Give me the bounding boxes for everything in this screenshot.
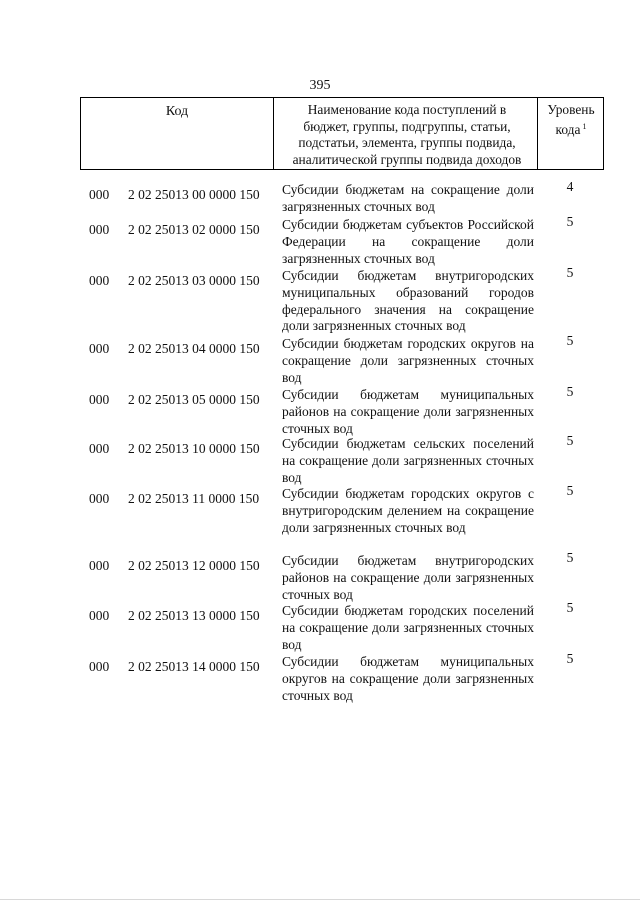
revenue-code: 2 02 25013 02 0000 150 — [128, 222, 260, 237]
table-header — [80, 97, 604, 170]
page-number: 395 — [309, 78, 331, 93]
admin-code: 000 — [89, 341, 110, 356]
admin-code: 000 — [89, 187, 110, 202]
revenue-code: 2 02 25013 05 0000 150 — [128, 392, 260, 407]
header-level-word: кода — [555, 121, 581, 137]
admin-code: 000 — [89, 558, 110, 573]
admin-code: 000 — [89, 491, 110, 506]
footnote-marker: 1 — [582, 121, 587, 131]
header-name — [277, 102, 537, 168]
header-name-line: бюджет, группы, подгруппы, статьи, — [303, 118, 511, 134]
revenue-name: Субсидии бюджетам внутригородских муниципальных образований городов федерального значения на сокращение доли загрязненных сточных вод — [282, 268, 534, 334]
revenue-code: 2 02 25013 10 0000 150 — [128, 441, 260, 456]
header-code: Код — [165, 104, 189, 119]
admin-code: 000 — [89, 659, 110, 674]
revenue-name: Субсидии бюджетам на сокращение доли загрязненных сточных вод — [282, 182, 534, 214]
code-level: 5 — [566, 265, 574, 280]
code-level: 5 — [566, 600, 574, 615]
column-divider — [273, 98, 274, 169]
revenue-name: Субсидии бюджетам сельских поселений на сокращение доли загрязненных сточных вод — [282, 436, 534, 485]
admin-code: 000 — [89, 273, 110, 288]
header-level-line: Уровень — [547, 102, 595, 117]
code-level: 5 — [566, 550, 574, 565]
revenue-name: Субсидии бюджетам муниципальных округов на сокращение доли загрязненных сточных вод — [282, 654, 534, 703]
code-level: 5 — [566, 483, 574, 498]
code-level: 5 — [566, 214, 574, 229]
code-level: 4 — [566, 179, 574, 194]
revenue-code: 2 02 25013 04 0000 150 — [128, 341, 260, 356]
revenue-code: 2 02 25013 03 0000 150 — [128, 273, 260, 288]
header-name-line: аналитической группы подвида доходов — [292, 151, 522, 167]
revenue-name: Субсидии бюджетам городских округов на сокращение доли загрязненных сточных вод — [282, 336, 534, 385]
code-level: 5 — [566, 433, 574, 448]
header-level — [537, 102, 605, 138]
header-level-line — [537, 119, 605, 139]
revenue-code: 2 02 25013 00 0000 150 — [128, 187, 260, 202]
revenue-name: Субсидии бюджетам муниципальных районов на сокращение доли загрязненных сточных вод — [282, 387, 534, 436]
admin-code: 000 — [89, 441, 110, 456]
code-level: 5 — [566, 384, 574, 399]
admin-code: 000 — [89, 222, 110, 237]
revenue-name: Субсидии бюджетам субъектов Российской Федерации на сокращение доли загрязненных сточных вод — [282, 217, 534, 266]
revenue-code: 2 02 25013 12 0000 150 — [128, 558, 260, 573]
admin-code: 000 — [89, 608, 110, 623]
revenue-code: 2 02 25013 11 0000 150 — [128, 491, 260, 506]
code-level: 5 — [566, 651, 574, 666]
admin-code: 000 — [89, 392, 110, 407]
revenue-name: Субсидии бюджетам городских поселений на сокращение доли загрязненных сточных вод — [282, 603, 534, 652]
code-level: 5 — [566, 333, 574, 348]
header-name-line: Наименование кода поступлений в — [307, 102, 507, 117]
revenue-name: Субсидии бюджетам городских округов с внутригородским делением на сокращение доли загрязненных сточных вод — [282, 486, 534, 535]
revenue-name: Субсидии бюджетам внутригородских районов на сокращение доли загрязненных сточных вод — [282, 553, 534, 602]
header-name-line: подстатьи, элемента, группы подвида, — [298, 135, 516, 150]
revenue-code: 2 02 25013 14 0000 150 — [128, 659, 260, 674]
revenue-code: 2 02 25013 13 0000 150 — [128, 608, 260, 623]
